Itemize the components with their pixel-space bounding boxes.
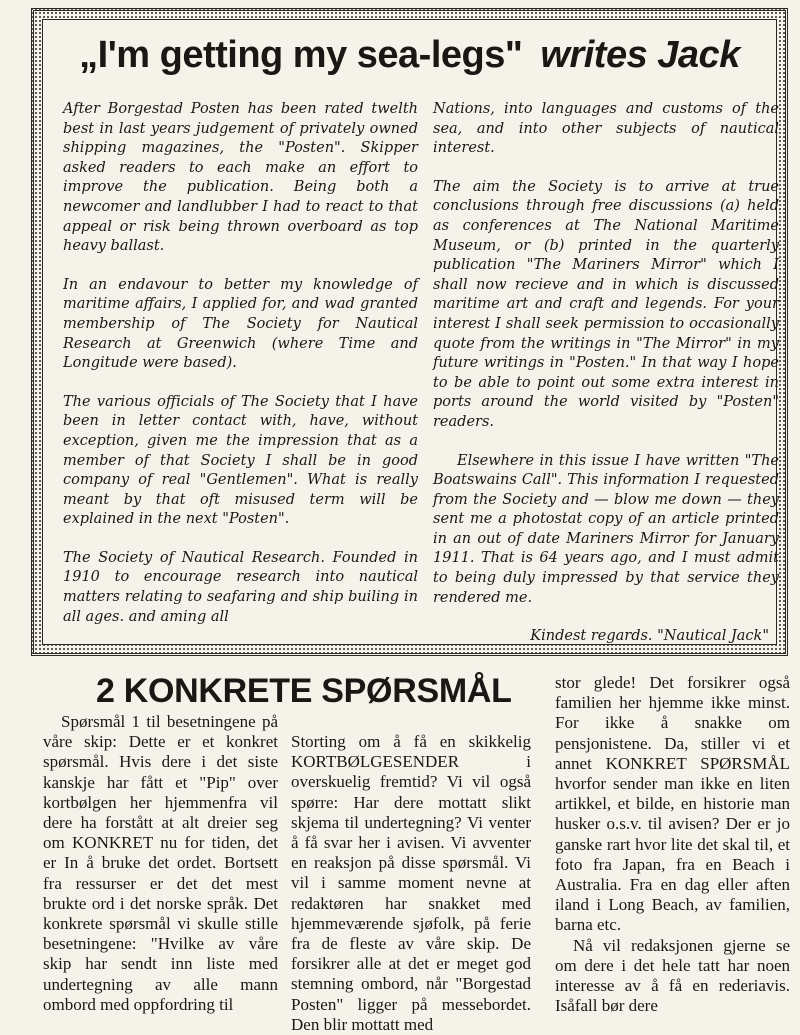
article-column-2 [291, 732, 531, 1035]
paragraph: Spørsmål 1 til besetningene på våre skip: Dette er et konkret spørsmål. Hvis dere i det siste kanskje har fått et "Pip" over kortbølgen her hjemmenfra vil dere ha forstått at alt dreier seg om KONKRET nu for tiden, det er In å bruke det ordet. Bortsett fra ressurser er det det mest brukte ord i det norske språk. Det konkrete spørsmål vi skulle stille besetningene: "Hvilke av våre skip har sendt inn liste med undertegning av alle mann ombord med oppfordring til [43, 712, 278, 1014]
headline-byline: writes Jack [540, 34, 740, 76]
paragraph: stor glede! Det forsikrer også familien her hjemme ikke minst. For ikke å snakke om pensjonistene. Da, stiller vi et annet KONKRET SPØRSMÅL hvorfor sender man ikke en liten artikkel, et bilde, en historie man husker o.s.v. til avisen? Der er jo ganske rart hvor lite det skal til, et foto fra Japan, fra en Beach i Australia. Fra en dag eller aften iland i Long Beach, av familien, barna etc. [555, 673, 790, 935]
boxed-left-column [63, 100, 418, 646]
paragraph: Nations, into languages and customs of the sea, and into other subjects of nautical interest. [433, 101, 779, 157]
paragraph: The Society of Nautical Research. Founded in 1910 to encourage research into nautical matters relating to seafaring and ship builing in all ages. and aming all [63, 549, 418, 625]
paragraph: The aim the Society is to arrive at true conclusions through free discussions (a) held as conferences at The National Maritime Museum, or (b) printed in the quarterly publication "The Mariners Mirror" which I shall now recieve and in which is discussed maritime art and craft and legends. For your interest I shall seek permission to occasionally quote from the writings in "The Mirror" in my future writings in "Posten." In that way I hope to be able to point out some extra interest in ports around the world visited by "Posten" readers. [433, 178, 779, 430]
headline-title: „I'm getting my sea-legs" [79, 34, 523, 76]
article-column-3 [555, 673, 790, 1016]
paragraph: Elsewhere in this issue I have written "The Boatswains Call". This information I requested from the Society and — blow me down — they sent me a photostat copy of an article printed in an out of date Mariners Mirror for January 1911. That is 64 years ago, and I must admit to being duly impressed by that service they rendered me. [433, 452, 779, 606]
boxed-right-column [433, 100, 779, 666]
paragraph: Storting om å få en skikkelig KORTBØLGESENDER i overskuelig fremtid? Vi vil også spørre: Har dere mottatt slikt skjema til undertegning? Vi venter å få svar her i avisen. Vi avventer en reaksjon på disse spørsmål. Vi vil i samme moment nevne at redaktøren har snakket med hjemmeværende sjøfolk, på ferie fra de fleste av våre skip. De forsikrer alle at det er meget god stemning ombord, når "Borgestad Posten" ligger på messebordet. Den blir mottatt med [291, 732, 531, 1034]
paragraph: The various officials of The Society that I have been in letter contact with, have, without exception, given me the impression that as a member of that Society I shall be in good company of real "Gentlemen". What is really meant by that oft misused term will be explained in the next "Posten". [63, 393, 418, 528]
second-article-title: 2 KONKRETE SPØRSMÅL [96, 672, 512, 710]
boxed-article-body [42, 19, 777, 645]
paragraph: After Borgestad Posten has been rated twelth best in last years judgement of privately owned shipping magazines, the "Posten". Skipper asked readers to each make an effort to improve the publication. Being both a newcomer and landlubber I had to react to that appeal or risk being thrown overboard as top heavy ballast. [63, 101, 418, 255]
article-column-1 [43, 712, 278, 1015]
article-headline [43, 34, 776, 77]
signoff: Kindest regards. "Nautical Jack" [530, 628, 769, 645]
paragraph: In an endavour to better my knowledge of maritime affairs, I applied for, and wad granted membership of The Society for Nautical Research at Greenwich (where Time and Longitude were based). [63, 276, 418, 372]
boxed-article [31, 8, 788, 656]
paragraph: Nå vil redaksjonen gjerne se om dere i det hele tatt har noen interesse av å få en rederiavis. Isåfall bør dere [555, 935, 790, 1016]
